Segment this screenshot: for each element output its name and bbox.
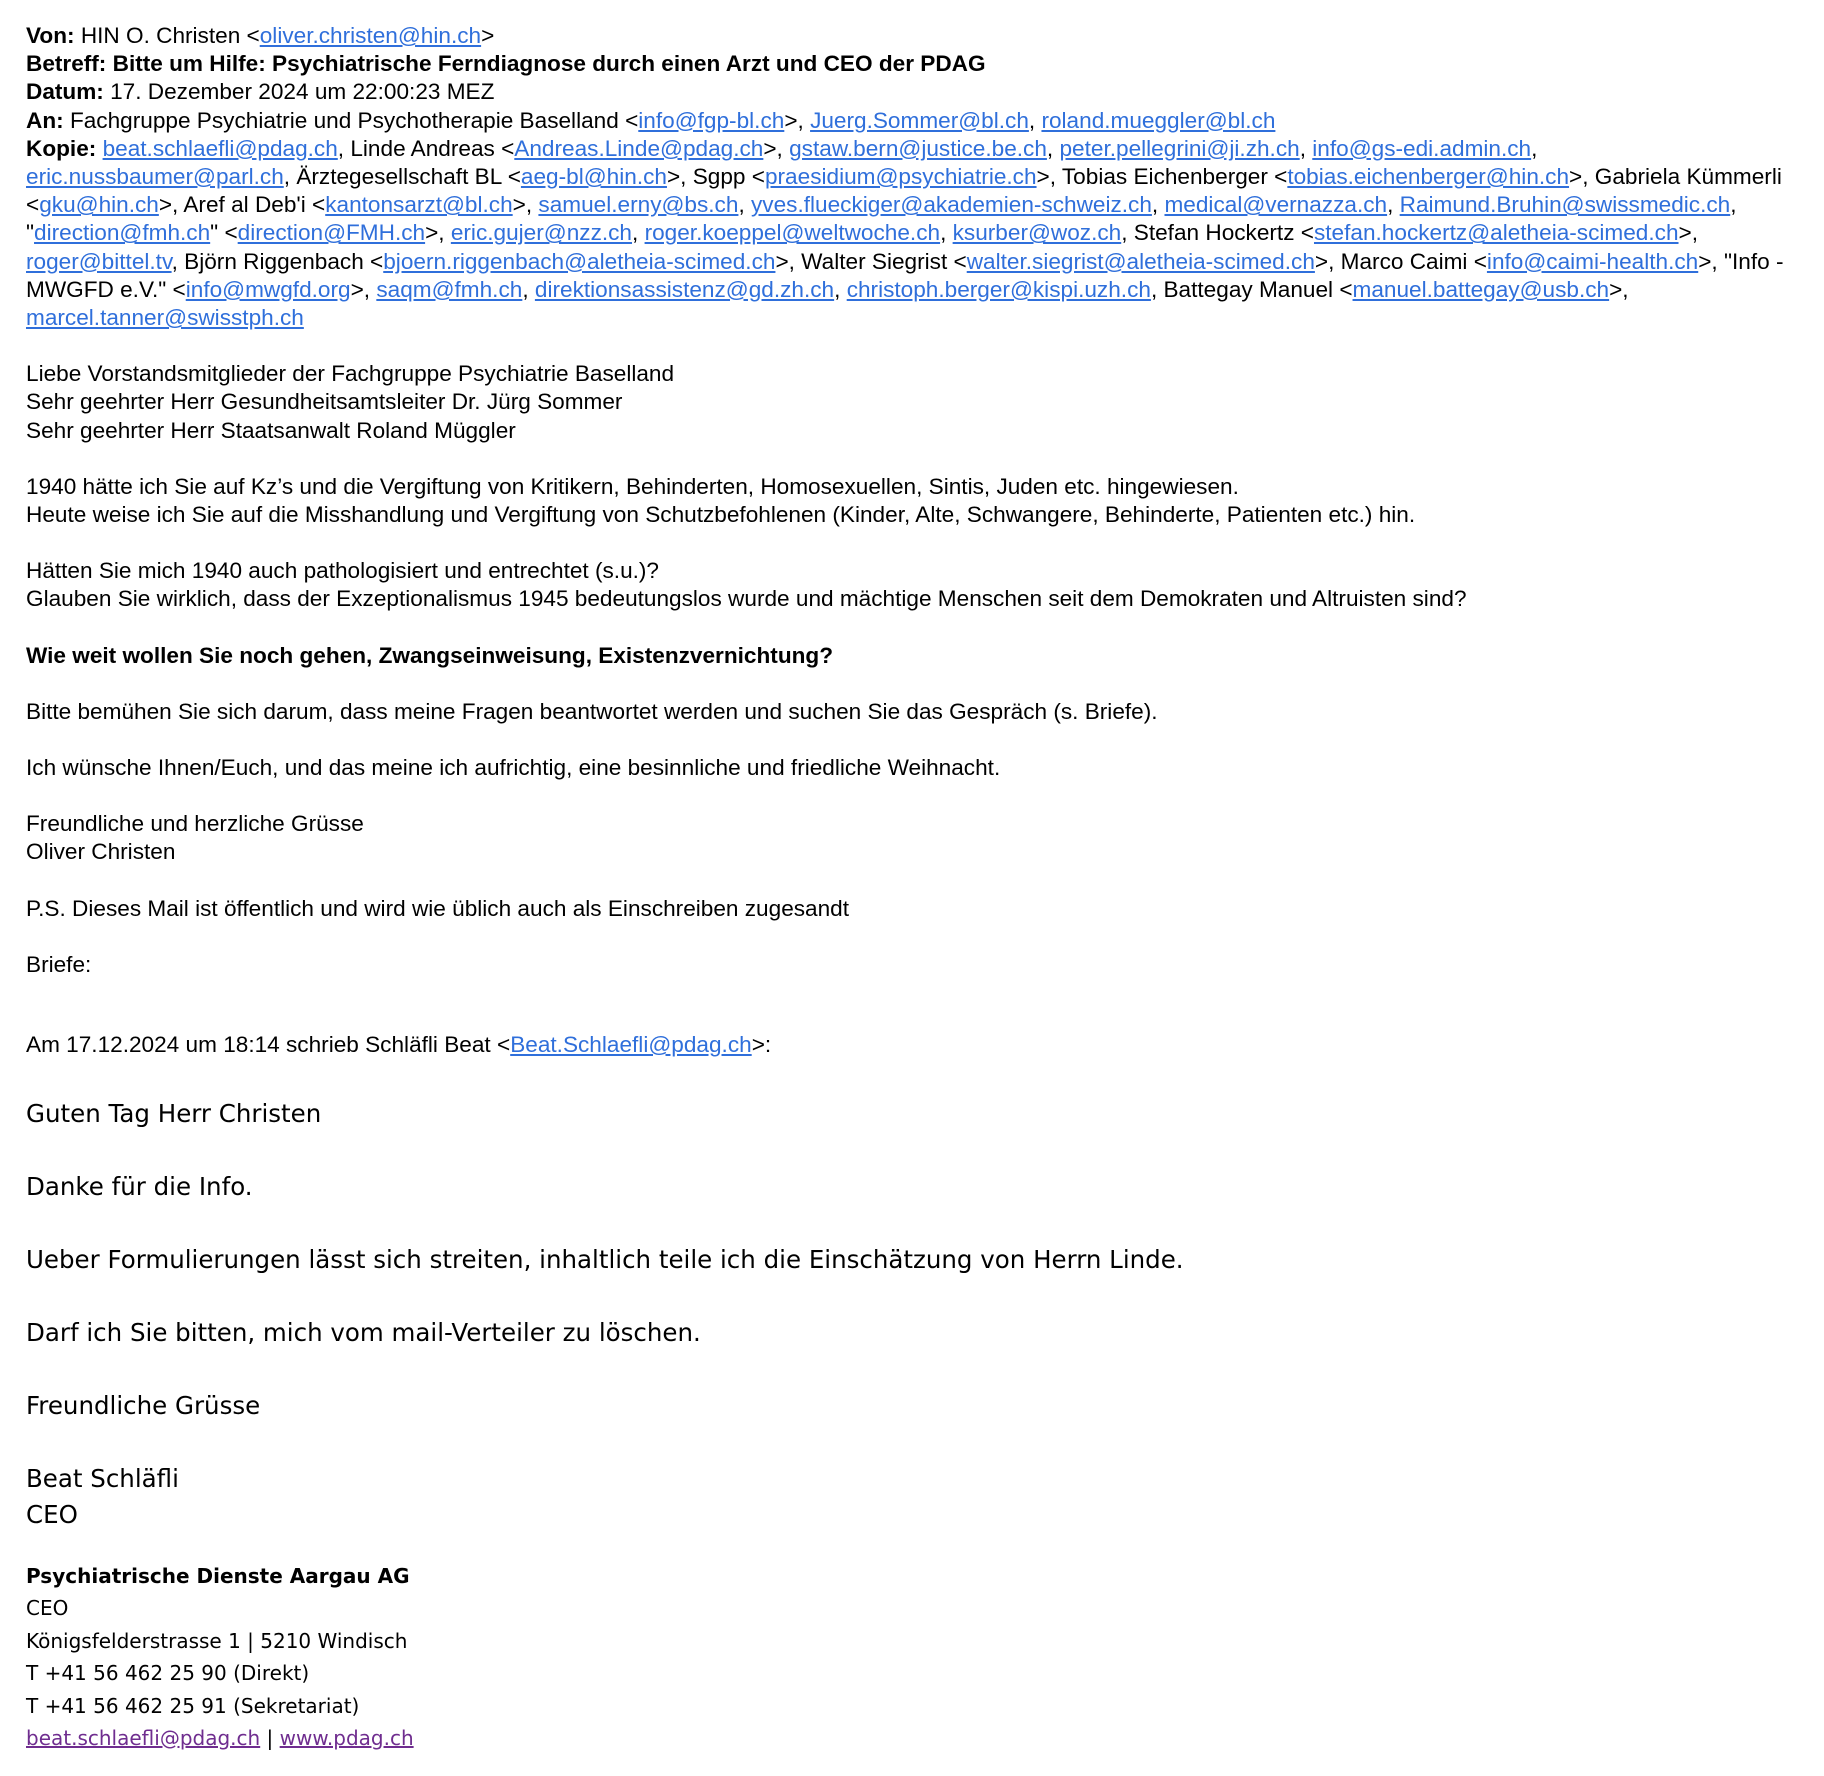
recipient-text: , — [632, 220, 645, 246]
spacer — [26, 445, 1806, 473]
recipient-text: , — [1028, 107, 1042, 133]
spacer — [26, 1205, 1806, 1242]
signature-phone-secretariat: T +41 56 462 25 91 (Sekretariat) — [26, 1693, 360, 1718]
quoted-line: Danke für die Info. — [26, 1172, 253, 1201]
from-close: > — [481, 23, 495, 48]
subject-text: Bitte um Hilfe: Psychiatrische Ferndiagnose durch einen Arzt und CEO der PDAG — [112, 51, 986, 77]
quote-attribution-suffix: >: — [751, 1032, 772, 1057]
signature-separator: | — [260, 1726, 280, 1751]
recipient-email-link[interactable]: roland.mueggler@bl.ch — [1041, 107, 1276, 133]
recipient-text: , — [1151, 192, 1165, 218]
subject-label: Betreff: — [26, 51, 107, 77]
recipient-text: >, — [1678, 220, 1698, 246]
recipient-email-link[interactable]: peter.pellegrini@ji.zh.ch — [1059, 135, 1300, 161]
recipient-email-link[interactable]: beat.schlaefli@pdag.ch — [102, 135, 338, 161]
recipient-text: , Ärztegesellschaft BL < — [283, 164, 521, 190]
greeting-line: Sehr geehrter Herr Staatsanwalt Roland Müggler — [26, 417, 516, 443]
header-from — [26, 22, 1806, 50]
signature-website-link[interactable]: www.pdag.ch — [279, 1726, 414, 1751]
spacer — [26, 614, 1806, 642]
recipient-email-link[interactable]: direction@FMH.ch — [237, 220, 426, 246]
recipient-text: >, Tobias Eichenberger < — [1036, 164, 1288, 190]
paragraph-line: Heute weise ich Sie auf die Misshandlung und Vergiftung von Schutzbefohlenen (Kinder, Alte, Schwangere, Behinderte, Patienten etc.) hin. — [26, 502, 1416, 528]
quote-attribution-prefix: Am 17.12.2024 um 18:14 schrieb Schläfli Beat < — [26, 1032, 511, 1057]
quote-attribution-email-link[interactable]: Beat.Schlaefli@pdag.ch — [510, 1032, 752, 1057]
quoted-sender-role: CEO — [26, 1500, 78, 1529]
recipient-text: , — [1387, 192, 1400, 218]
recipient-email-link[interactable]: info@fgp-bl.ch — [638, 107, 785, 133]
recipient-text: >, "Info - MWGFD e.V." < — [26, 248, 1784, 302]
spacer — [26, 529, 1806, 557]
header-subject — [26, 50, 1806, 78]
recipient-email-link[interactable]: yves.flueckiger@akademien-schweiz.ch — [751, 192, 1152, 218]
paragraph-line: Ich wünsche Ihnen/Euch, und das meine ich aufrichtig, eine besinnliche und friedliche Weihnacht. — [26, 755, 1001, 781]
recipient-text: Fachgruppe Psychiatrie und Psychotherapie Baselland < — [69, 107, 639, 133]
paragraph-line: Glauben Sie wirklich, dass der Exzeptionalismus 1945 bedeutungslos wurde und mächtige Menschen seit dem Demokraten und Altruisten sind? — [26, 586, 1467, 612]
recipient-text: , — [940, 220, 953, 246]
date-label: Datum: — [26, 79, 104, 105]
spacer — [26, 1424, 1806, 1461]
paragraph-line: Bitte bemühen Sie sich darum, dass meine Fragen beantwortet werden und suchen Sie das Gespräch (s. Briefe). — [26, 698, 1158, 724]
recipient-email-link[interactable]: gku@hin.ch — [39, 192, 159, 218]
recipient-email-link[interactable]: manuel.battegay@usb.ch — [1352, 276, 1610, 302]
recipient-email-link[interactable]: ksurber@woz.ch — [952, 220, 1122, 246]
recipient-text: >, Gabriela Kümmerli < — [26, 164, 1782, 218]
recipient-text: , " — [26, 192, 1737, 246]
postscript: P.S. Dieses Mail ist öffentlich und wird wie üblich auch als Einschreiben zugesandt — [26, 895, 850, 921]
recipient-email-link[interactable]: stefan.hockertz@aletheia-scimed.ch — [1313, 220, 1679, 246]
recipient-text: >, — [1609, 276, 1629, 302]
recipient-text: >, Sgpp < — [666, 164, 765, 190]
quoted-line: Guten Tag Herr Christen — [26, 1099, 322, 1128]
header-cc — [26, 135, 1806, 332]
quoted-message — [26, 1096, 1806, 1533]
recipient-text: , Björn Riggenbach < — [171, 248, 384, 274]
recipient-text: >, Marco Caimi < — [1314, 248, 1487, 274]
cc-recipient-list — [26, 136, 1784, 330]
recipient-text: , — [834, 276, 847, 302]
recipient-text: , — [738, 192, 751, 218]
recipient-email-link[interactable]: tobias.eichenberger@hin.ch — [1287, 164, 1570, 190]
recipient-email-link[interactable]: walter.siegrist@aletheia-scimed.ch — [966, 248, 1315, 274]
spacer — [26, 1278, 1806, 1315]
spacer — [26, 1132, 1806, 1169]
quoted-line: Darf ich Sie bitten, mich vom mail-Verteiler zu löschen. — [26, 1318, 701, 1347]
recipient-text: >, — [350, 276, 377, 302]
recipient-email-link[interactable]: kantonsarzt@bl.ch — [325, 192, 513, 218]
recipient-email-link[interactable]: direktionsassistenz@gd.zh.ch — [534, 276, 835, 302]
recipient-text: " < — [210, 220, 238, 246]
from-email-link[interactable]: oliver.christen@hin.ch — [259, 23, 482, 48]
paragraph-line: 1940 hätte ich Sie auf Kz’s und die Vergiftung von Kritikern, Behinderten, Homosexuellen, Sintis, Juden etc. hingewiesen. — [26, 473, 1239, 499]
recipient-text: >, — [784, 107, 811, 133]
paragraph-line: Hätten Sie mich 1940 auch pathologisiert und entrechtet (s.u.)? — [26, 558, 660, 584]
email-signature — [26, 1560, 826, 1754]
recipient-email-link[interactable]: praesidium@psychiatrie.ch — [764, 164, 1037, 190]
greeting-line: Sehr geehrter Herr Gesundheitsamtsleiter Dr. Jürg Sommer — [26, 389, 623, 415]
recipient-email-link[interactable]: bjoern.riggenbach@aletheia-scimed.ch — [383, 248, 776, 274]
header-date — [26, 78, 1806, 106]
from-label: Von: — [26, 23, 75, 48]
recipient-email-link[interactable]: info@mwgfd.org — [185, 276, 351, 302]
recipient-email-link[interactable]: Juerg.Sommer@bl.ch — [810, 107, 1029, 133]
spacer — [26, 332, 1806, 360]
spacer — [26, 1351, 1806, 1388]
recipient-text: >, — [763, 135, 790, 161]
signature-links — [26, 1722, 826, 1754]
spacer — [26, 923, 1806, 951]
recipient-email-link[interactable]: christoph.berger@kispi.uzh.ch — [846, 276, 1151, 302]
recipient-text: >, Walter Siegrist < — [775, 248, 967, 274]
quoted-line: Ueber Formulierungen lässt sich streiten, inhaltlich teile ich die Einschätzung von Herrn Linde. — [26, 1245, 1184, 1274]
recipient-email-link[interactable]: saqm@fmh.ch — [376, 276, 523, 302]
recipient-email-link[interactable]: roger.koeppel@weltwoche.ch — [644, 220, 941, 246]
recipient-text: >, Aref al Deb'i < — [158, 192, 326, 218]
recipient-email-link[interactable]: Andreas.Linde@pdag.ch — [514, 135, 764, 161]
signature-phone-direct: T +41 56 462 25 90 (Direkt) — [26, 1661, 310, 1686]
signature-email-link[interactable]: beat.schlaefli@pdag.ch — [26, 1726, 261, 1751]
bold-question-text: Wie weit wollen Sie noch gehen, Zwangseinweisung, Existenzvernichtung? — [26, 642, 834, 668]
recipient-email-link[interactable]: info@caimi-health.ch — [1486, 248, 1699, 274]
recipient-text: , — [1299, 135, 1313, 161]
to-recipient-list — [70, 108, 1275, 133]
email-message — [26, 22, 1806, 979]
recipient-email-link[interactable]: direction@fmh.ch — [34, 220, 211, 246]
recipient-email-link[interactable]: aeg-bl@hin.ch — [520, 164, 667, 190]
recipient-email-link[interactable]: samuel.erny@bs.ch — [538, 192, 739, 218]
spacer — [26, 782, 1806, 810]
recipient-email-link[interactable]: eric.gujer@nzz.ch — [450, 220, 633, 246]
recipient-email-link[interactable]: eric.nussbaumer@parl.ch — [26, 164, 284, 190]
greeting-line: Liebe Vorstandsmitglieder der Fachgruppe Psychiatrie Baselland — [26, 361, 675, 387]
quoted-line: Freundliche Grüsse — [26, 1391, 261, 1420]
quote-attribution — [26, 1031, 771, 1059]
letters-label: Briefe: — [26, 951, 92, 977]
recipient-email-link[interactable]: Raimund.Bruhin@swissmedic.ch — [1399, 192, 1731, 218]
to-label: An: — [26, 107, 64, 133]
recipient-email-link[interactable]: roger@bittel.tv — [26, 248, 172, 274]
recipient-text: , — [522, 276, 535, 302]
spacer — [26, 670, 1806, 698]
recipient-text: , Battegay Manuel < — [1150, 276, 1353, 302]
recipient-text: , — [1531, 135, 1538, 161]
spacer — [26, 867, 1806, 895]
sender-name: Oliver Christen — [26, 839, 176, 865]
recipient-email-link[interactable]: marcel.tanner@swisstph.ch — [26, 305, 304, 331]
spacer — [26, 726, 1806, 754]
cc-label: Kopie: — [26, 135, 97, 161]
bold-question — [26, 642, 1806, 670]
from-name: HIN O. Christen < — [80, 23, 260, 48]
recipient-text: , Linde Andreas < — [337, 135, 515, 161]
signature-company — [26, 1560, 826, 1592]
recipient-text: , Stefan Hockertz < — [1121, 220, 1314, 246]
quoted-sender-name: Beat Schläfli — [26, 1464, 179, 1493]
recipient-email-link[interactable]: medical@vernazza.ch — [1164, 192, 1388, 218]
recipient-email-link[interactable]: gstaw.bern@justice.be.ch — [789, 135, 1047, 161]
signature-role: CEO — [26, 1596, 69, 1621]
closing-line: Freundliche und herzliche Grüsse — [26, 811, 364, 837]
recipient-email-link[interactable]: info@gs-edi.admin.ch — [1312, 135, 1532, 161]
header-to — [26, 107, 1806, 135]
date-text: 17. Dezember 2024 um 22:00:23 MEZ — [110, 79, 495, 105]
recipient-text: >, — [425, 220, 451, 246]
recipient-text: >, — [512, 192, 539, 218]
recipient-text: , — [1046, 135, 1060, 161]
signature-address: Königsfelderstrasse 1 | 5210 Windisch — [26, 1628, 408, 1653]
signature-company-text: Psychiatrische Dienste Aargau AG — [26, 1564, 410, 1588]
